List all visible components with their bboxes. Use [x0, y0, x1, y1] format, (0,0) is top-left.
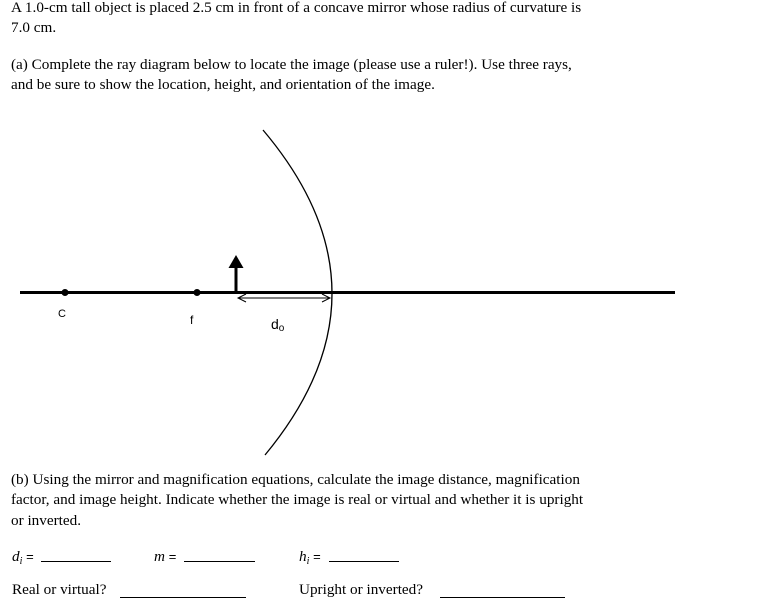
part-a-line-2: and be sure to show the location, height, and orientation of the image.	[11, 76, 435, 93]
label-object-distance-main: d	[271, 316, 279, 332]
image-distance-answer-blank[interactable]	[41, 561, 111, 562]
part-b-line-1: (b) Using the mirror and magnification equations, calculate the image distance, magnification	[11, 471, 580, 488]
part-b-line-3: or inverted.	[11, 512, 82, 529]
image-height-label	[299, 547, 321, 569]
image-distance-var: d	[12, 548, 20, 565]
image-height-equals: =	[313, 549, 321, 564]
focal-point	[194, 289, 201, 296]
real-or-virtual-label: Real or virtual?	[12, 581, 107, 598]
magnification-answer-blank[interactable]	[184, 561, 255, 562]
upright-or-inverted-label: Upright or inverted?	[299, 581, 423, 598]
real-or-virtual-answer-blank[interactable]	[120, 597, 246, 598]
upright-or-inverted-answer-blank[interactable]	[440, 597, 565, 598]
label-center-of-curvature: C	[58, 308, 66, 320]
magnification-equals: =	[168, 549, 177, 564]
image-distance-label	[12, 547, 34, 569]
object-arrow-head	[229, 255, 244, 268]
intro-line-2: 7.0 cm.	[11, 19, 57, 36]
label-focal-point: f	[190, 313, 194, 327]
image-height-answer-blank[interactable]	[329, 561, 399, 562]
image-distance-sub: i	[19, 556, 23, 567]
part-a-line-1: (a) Complete the ray diagram below to locate the image (please use a ruler!). Use three rays,	[11, 56, 572, 73]
image-height-var: h	[299, 548, 307, 565]
part-b-line-2: factor, and image height. Indicate whether the image is real or virtual and whether it is upright	[11, 491, 584, 508]
image-distance-equals: =	[26, 549, 34, 564]
label-object-distance	[271, 314, 284, 337]
center-of-curvature-point	[62, 289, 69, 296]
label-object-distance-sub: o	[278, 323, 285, 334]
image-height-sub: i	[306, 556, 310, 567]
magnification-var: m	[154, 548, 165, 565]
intro-line-1: A 1.0-cm tall object is placed 2.5 cm in front of a concave mirror whose radius of curvature is	[11, 0, 582, 16]
magnification-label	[154, 547, 176, 567]
